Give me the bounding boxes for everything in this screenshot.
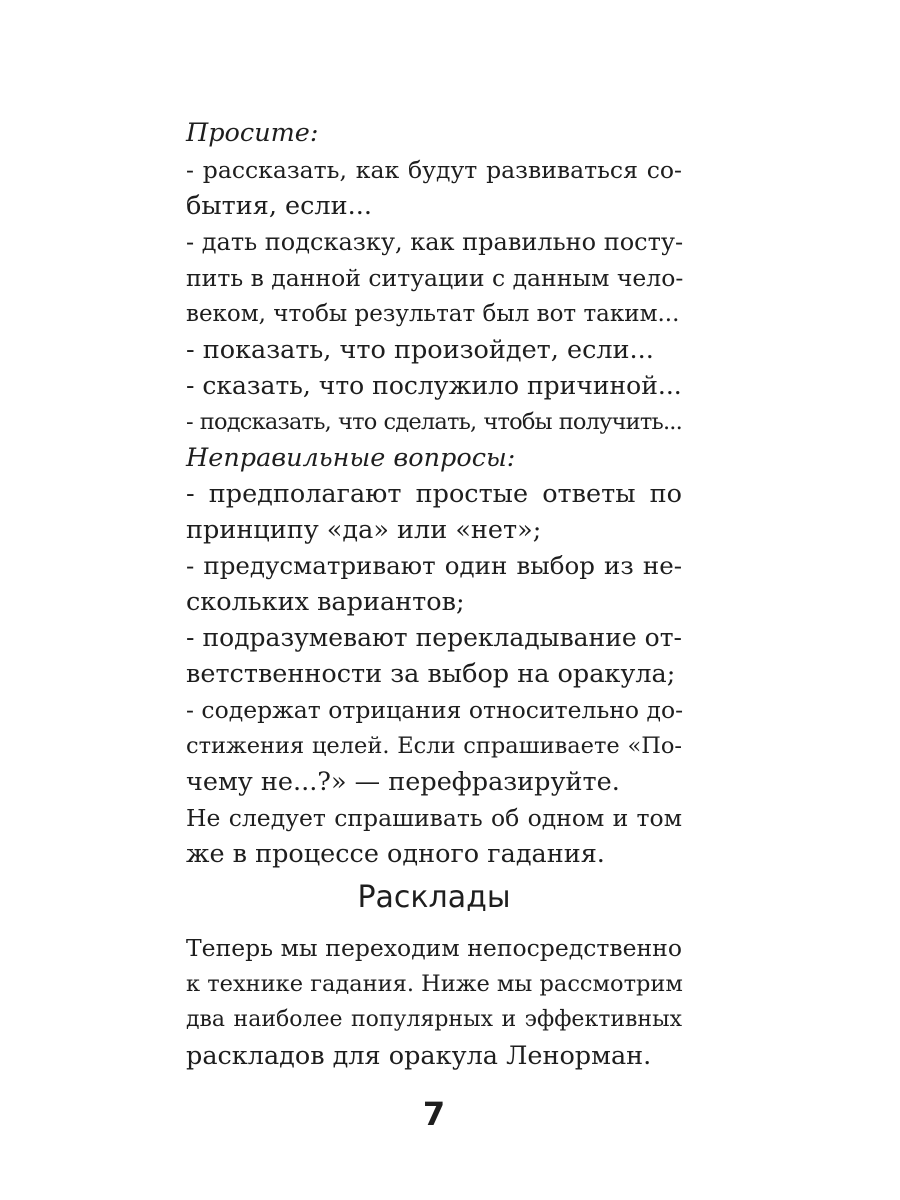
subheading-ask: Просите:	[186, 118, 319, 148]
text-line: - предполагают простые ответы по	[186, 479, 682, 509]
text-line: к технике гадания. Ниже мы рассмотрим	[186, 971, 683, 997]
text-line: ветственности за выбор на оракула;	[186, 659, 676, 689]
text-line: - подсказать, что сделать, чтобы получить...	[186, 409, 682, 435]
text-line: - предусматривают один выбор из не-	[186, 551, 682, 580]
text-line: два наиболее популярных и эффективных	[186, 1007, 682, 1032]
text-line: - рассказать, как будут развиваться со-	[186, 156, 682, 184]
section-heading: Расклады	[357, 880, 511, 915]
text-line: - показать, что произойдет, если...	[186, 335, 654, 365]
text-line: чему не...?» — перефразируйте.	[186, 767, 620, 797]
text-line: - сказать, что послужило причиной...	[186, 371, 682, 400]
text-line: пить в данной ситуации с данным чело-	[186, 264, 684, 292]
text-line: - дать подсказку, как правильно посту-	[186, 228, 684, 256]
text-line: раскладов для оракула Ленорман.	[186, 1041, 652, 1071]
subheading-wrong-questions: Неправильные вопросы:	[186, 443, 516, 473]
text-line: стижения целей. Если спрашиваете «По-	[186, 733, 682, 759]
text-line: бытия, если...	[186, 191, 372, 221]
text-line: принципу «да» или «нет»;	[186, 515, 542, 545]
text-line: - подразумевают перекладывание от-	[186, 623, 682, 652]
page-number: 7	[422, 1095, 446, 1133]
text-line: скольких вариантов;	[186, 587, 465, 617]
text-line: же в процессе одного гадания.	[186, 839, 605, 869]
text-line: Теперь мы переходим непосредственно	[186, 934, 682, 962]
text-line: Не следует спрашивать об одном и том	[186, 804, 682, 832]
text-line: - содержат отрицания относительно до-	[186, 696, 684, 724]
text-line: веком, чтобы результат был вот таким...	[186, 301, 680, 327]
